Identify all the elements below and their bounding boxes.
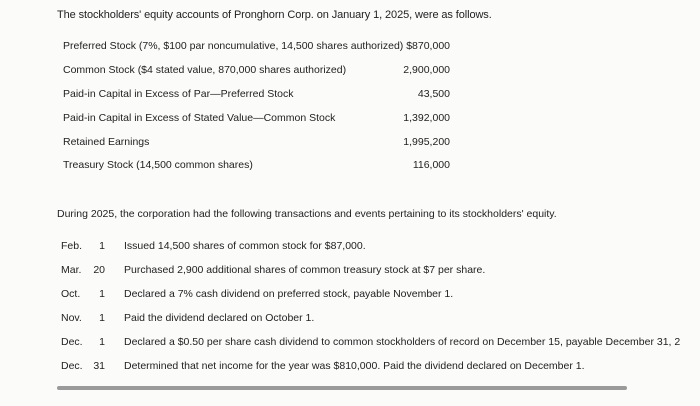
transaction-day: 1 (99, 312, 105, 324)
transaction-description: Purchased 2,900 additional shares of common treasury stock at $7 per share. (124, 264, 486, 276)
transaction-day: 1 (99, 288, 105, 300)
transaction-description: Determined that net income for the year was $810,000. Paid the dividend declared on December 1. (124, 360, 585, 372)
account-value: 2,900,000 (403, 64, 450, 76)
horizontal-scrollbar[interactable] (57, 386, 627, 390)
transaction-month: Dec. (61, 336, 83, 348)
transaction-month: Oct. (61, 288, 81, 300)
transaction-description: Declared a $0.50 per share cash dividend to common stockholders of record on December 15, payable December 31, 2 (124, 336, 681, 348)
account-value: 43,500 (417, 88, 450, 100)
transaction-description: Issued 14,500 shares of common stock for $87,000. (124, 240, 366, 252)
account-label: Preferred Stock (7%, $100 par noncumulative, 14,500 shares authorized) (63, 40, 404, 52)
account-value: 116,000 (412, 159, 450, 171)
transaction-month: Dec. (61, 360, 83, 372)
account-label: Common Stock ($4 stated value, 870,000 shares authorized) (63, 64, 347, 76)
intro-text: The stockholders' equity accounts of Pronghorn Corp. on January 1, 2025, were as follows. (57, 9, 492, 21)
transaction-day: 31 (93, 360, 105, 372)
account-label: Treasury Stock (14,500 common shares) (63, 159, 253, 171)
transaction-day: 1 (99, 336, 105, 348)
transactions-intro: During 2025, the corporation had the following transactions and events pertaining to its stockholders' equity. (57, 208, 557, 220)
account-value: 1,995,200 (403, 136, 450, 148)
transaction-month: Mar. (61, 264, 82, 276)
account-value: $870,000 (406, 40, 450, 52)
account-value: 1,392,000 (403, 112, 450, 124)
transaction-day: 20 (93, 264, 105, 276)
transaction-day: 1 (99, 240, 105, 252)
account-label: Retained Earnings (63, 136, 150, 148)
transaction-description: Declared a 7% cash dividend on preferred stock, payable November 1. (124, 288, 454, 300)
transaction-description: Paid the dividend declared on October 1. (124, 312, 315, 324)
transaction-month: Feb. (61, 240, 83, 252)
account-label: Paid-in Capital in Excess of Stated Value—Common Stock (63, 112, 336, 124)
account-label: Paid-in Capital in Excess of Par—Preferred Stock (63, 88, 294, 100)
transaction-month: Nov. (61, 312, 82, 324)
